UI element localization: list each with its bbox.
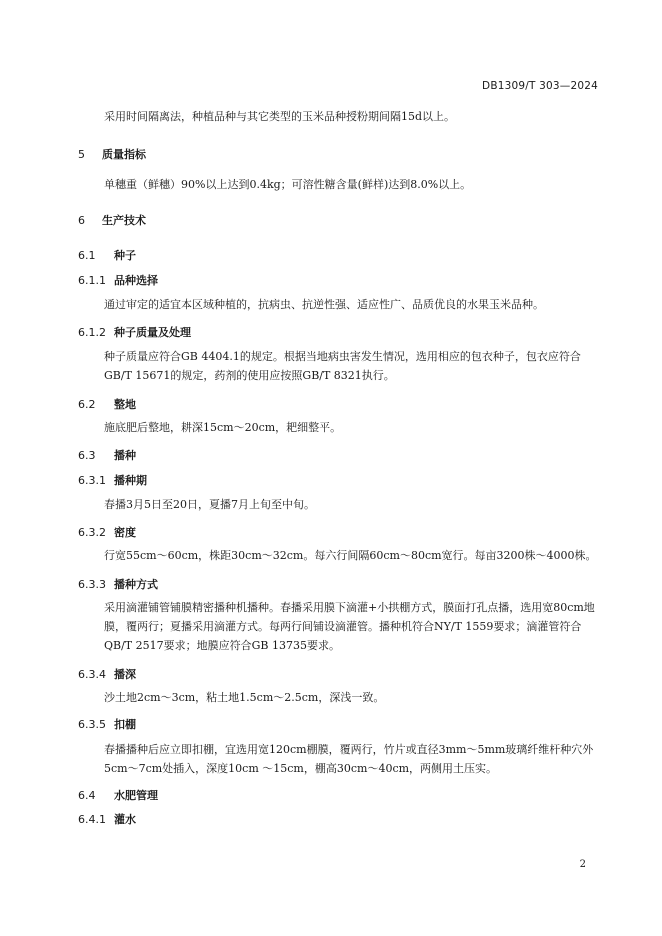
paragraph-density: 行宽55cm～60cm，株距30cm～32cm。每六行间隔60cm～80cm宽行。每亩3200株～4000株。 [104, 549, 597, 562]
paragraph-sowing-method: 采用滴灌铺管铺膜精密播种机播种。春播采用膜下滴灌+小拱棚方式，膜面打孔点播，选用宽80cm地膜，覆两行；夏播采用滴灌方式。每两行间铺设滴灌管。播种机符合NY/T 1559要求；滴灌管符合QB/T 2517要求；地膜应符合GB 13735要求。 [104, 601, 595, 652]
heading-number: 5 [78, 148, 85, 161]
heading-6-3-2 [78, 524, 136, 540]
heading-title: 生产技术 [102, 214, 146, 227]
paragraph-variety: 通过审定的适宜本区域种植的，抗病虫、抗逆性强、适应性广、品质优良的水果玉米品种。 [104, 298, 544, 311]
heading-title: 密度 [114, 526, 136, 539]
document-code: DB1309/T 303—2024 [482, 80, 598, 92]
heading-6-1-2 [78, 324, 191, 340]
heading-number: 6.3.5 [78, 718, 106, 731]
heading-title: 种子 [114, 249, 136, 262]
heading-6-4 [78, 787, 158, 803]
heading-6-3-3 [78, 576, 158, 592]
heading-number: 6.3.3 [78, 578, 106, 591]
heading-number: 6.2 [78, 398, 96, 411]
heading-6-3-1 [78, 472, 147, 488]
heading-6-4-1 [78, 811, 136, 827]
paragraph-shed: 春播播种后应立即扣棚，宜选用宽120cm棚膜，覆两行，竹片或直径3mm～5mm玻璃纤维杆种穴外5cm～7cm处插入，深度10cm ～15cm，棚高30cm～40cm，两侧用土压实。 [104, 743, 594, 775]
paragraph-quality: 单穗重（鲜穗）90%以上达到0.4kg；可溶性糖含量(鲜样)达到8.0%以上。 [104, 178, 472, 191]
heading-number: 6.4.1 [78, 813, 106, 826]
heading-title: 水肥管理 [114, 789, 158, 802]
paragraph-seed-quality: 种子质量应符合GB 4404.1的规定。根据当地病虫害发生情况，选用相应的包衣种子，包衣应符合GB/T 15671的规定，药剂的使用应按照GB/T 8321执行。 [104, 350, 581, 382]
heading-title: 扣棚 [114, 718, 136, 731]
paragraph-sowing-date: 春播3月5日至20日，夏播7月上旬至中旬。 [104, 498, 315, 511]
heading-number: 6.3.2 [78, 526, 106, 539]
heading-number: 6.3 [78, 449, 96, 462]
heading-number: 6.1 [78, 249, 96, 262]
heading-6-2 [78, 396, 136, 412]
paragraph-isolation: 采用时间隔离法，种植品种与其它类型的玉米品种授粉期间隔15d以上。 [104, 110, 456, 123]
heading-title: 品种选择 [114, 274, 158, 287]
heading-6-3 [78, 447, 136, 463]
heading-number: 6.3.1 [78, 474, 106, 487]
heading-title: 整地 [114, 398, 136, 411]
heading-title: 灌水 [114, 813, 136, 826]
heading-number: 6 [78, 214, 85, 227]
heading-title: 播深 [114, 668, 136, 681]
page-number: 2 [579, 859, 586, 870]
heading-number: 6.3.4 [78, 668, 106, 681]
paragraph-land: 施底肥后整地，耕深15cm～20cm，耙细整平。 [104, 421, 342, 434]
heading-6-3-5 [78, 716, 136, 732]
heading-6-3-4 [78, 666, 136, 682]
heading-title: 种子质量及处理 [114, 326, 191, 339]
heading-title: 质量指标 [102, 148, 146, 161]
heading-6-1-1 [78, 272, 158, 288]
heading-title: 播种期 [114, 474, 147, 487]
heading-6-1 [78, 247, 136, 263]
heading-number: 6.1.1 [78, 274, 106, 287]
paragraph-depth: 沙土地2cm～3cm，粘土地1.5cm～2.5cm，深浅一致。 [104, 691, 385, 704]
heading-title: 播种方式 [114, 578, 158, 591]
heading-6 [78, 212, 146, 228]
heading-title: 播种 [114, 449, 136, 462]
heading-number: 6.1.2 [78, 326, 106, 339]
heading-5 [78, 146, 146, 162]
heading-number: 6.4 [78, 789, 96, 802]
